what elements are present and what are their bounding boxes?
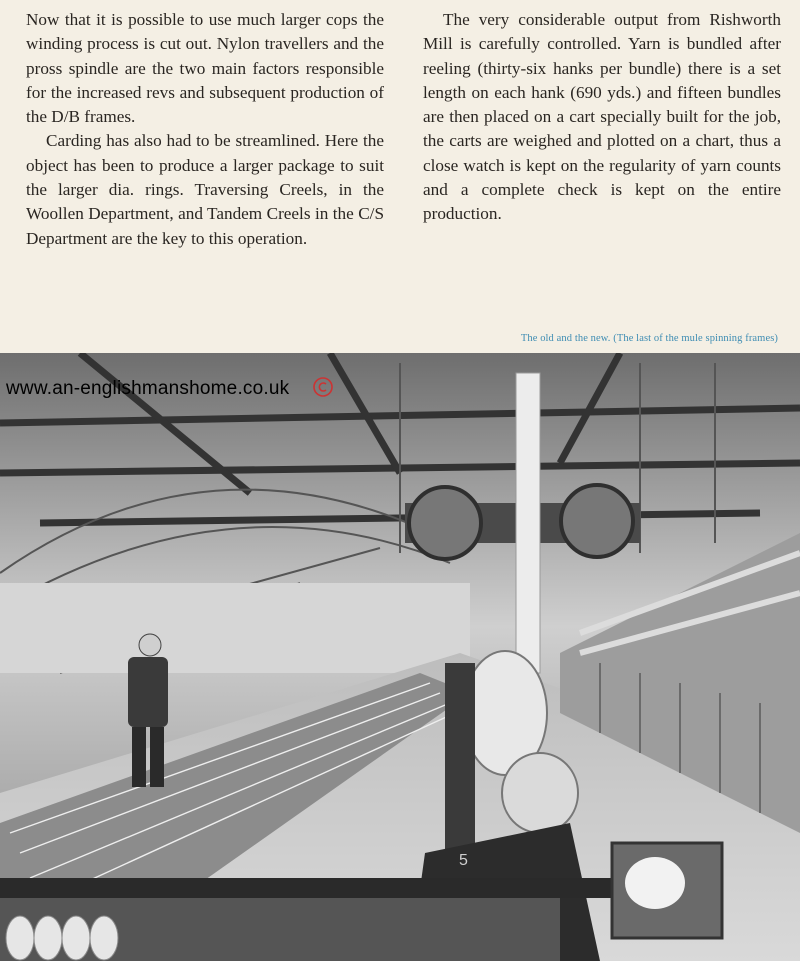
- mill-photograph: [0, 353, 800, 961]
- paragraph: Carding has also had to be streamlined. Here the object has been to produce a larger package to suit the larger dia. rings. Traversing Creels, in the Woollen Department, and Tandem Creels in the C/S Department are the key to this operation.: [26, 131, 384, 248]
- right-text-column: [423, 8, 781, 227]
- copyright-icon: [312, 376, 334, 398]
- photo-caption: The old and the new. (The last of the mule spinning frames): [520, 333, 778, 344]
- paragraph: Now that it is possible to use much larger cops the winding process is cut out. Nylon travellers and the pross spindle are the two main factors responsible for the increased revs and subsequent production of the D/B frames.: [26, 10, 384, 127]
- machine-number: 5: [459, 852, 468, 869]
- paragraph: The very considerable output from Rishworth Mill is carefully controlled. Yarn is bundled after reeling (thirty-six hanks per bundle) there is a set length on each hank (690 yds.) and fifteen bundles are then placed on a cart specially built for the job, the carts are weighed and plotted on a chart, thus a close watch is kept on the regularity of yarn counts and a complete check is kept on the entire production.: [423, 10, 781, 224]
- left-text-column: [26, 8, 384, 251]
- watermark-text: www.an-englishmanshome.co.uk: [6, 378, 290, 399]
